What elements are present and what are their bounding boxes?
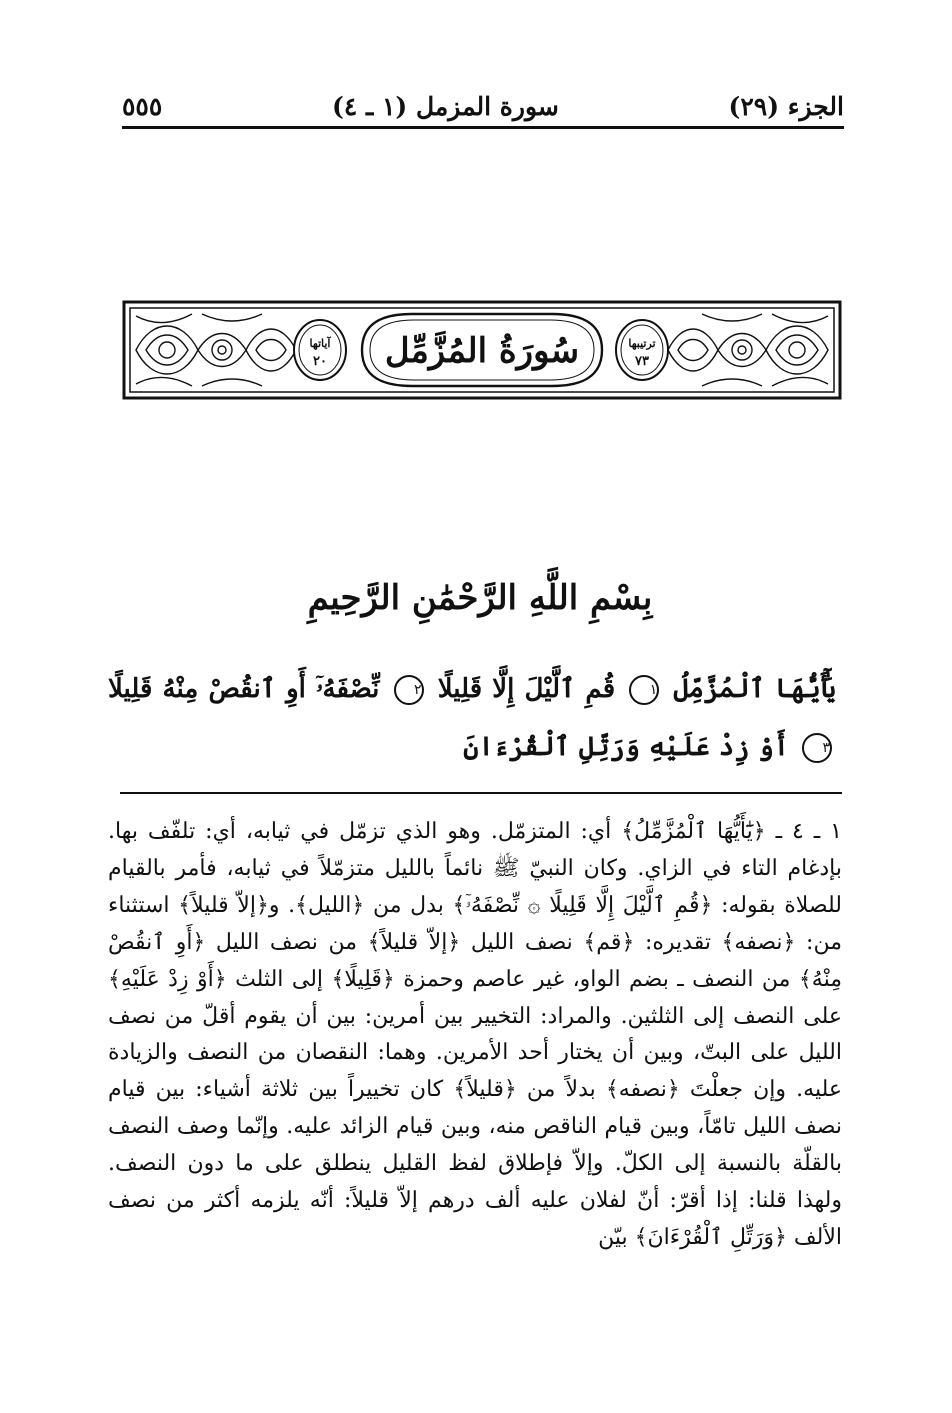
surah-range-title: سورة المزمل (١ ـ ٤) <box>331 91 559 121</box>
commentary-paragraph: ١ ـ ٤ ـ ﴿يَٰٓأَيُّهَا ٱلْمُزَّمِّلُ﴾ أي: المتزمّل. وهو الذي تزمّل في ثيابه، أي: تلفّف بها. بإدغام التاء في الزاي. وكان النبيّ ﷺ نائماً بالليل متزمّلاً في ثيابه، فأمر بالقيام للصلاة بقوله: ﴿قُمِ ٱلَّيْلَ إِلَّا قَلِيلًا ۞ نِّصْفَهُۥٓ﴾ بدل من ﴿الليل﴾. و﴿إلاّ قليلاً﴾ استثناء من: ﴿نصفه﴾ تقديره: ﴿قم﴾ نصف الليل ﴿إلاّ قليلاً﴾ من نصف الليل ﴿أَوِ ٱنقُصْ مِنْهُ﴾ من النصف ـ بضم الواو، غير عاصم وحمزة ﴿قَلِيلًا﴾ إلى الثلث ﴿أَوْ زِدْ عَلَيْهِ﴾ على النصف إلى الثلثين. والمراد: التخيير بين أمرين: بين أن يقوم أقلّ من نصف الليل على البتّ، وبين أن يختار أحد الأمرين. وهما: النقصان من النصف والزيادة عليه. وإن جعلْتَ ﴿نصفه﴾ بدلاً من ﴿قليلاً﴾ كان تخييراً بين ثلاثة أشياء: بين قيام نصف الليل تامّاً، وبين قيام الناقص منه، وبين قيام الزائد عليه. وإنّما وصف النصف بالقلّة بالنسبة إلى الكلّ. وإلاّ فإطلاق لفظ القليل ينطلق على ما دون النصف. ولهذا قلنا: إذا أقرّ: أنّ لفلان عليه ألف درهم إلاّ قليلاً: أنّه يلزمه أكثر من نصف الألف ﴿وَرَتِّلِ ٱلْقُرْءَانَ﴾ بيّن <box>108 819 842 1250</box>
ayat-medallion <box>294 320 346 380</box>
ayat-label: آياتها <box>309 337 331 350</box>
verse-4: أَوْ زِدْ عَلَيْهِ وَرَتِّلِ ٱلْقُرْءَانَ <box>463 732 789 762</box>
verse-3: نِّصْفَهُۥٓ أَوِ ٱنقُصْ مِنْهُ قَلِيلًا <box>108 674 380 704</box>
surah-banner <box>122 300 842 400</box>
verse-2: قُمِ ٱلَّيْلَ إِلَّا قَلِيلًا <box>437 674 616 704</box>
surah-title: سُورَةُ المُزَّمِّل <box>384 331 580 371</box>
basmala: بِسْمِ اللَّهِ الرَّحْمَٰنِ الرَّحِيمِ <box>307 578 653 618</box>
order-value: ٧٣ <box>635 354 649 369</box>
ayat-value: ٢٠ <box>313 354 327 369</box>
header-rule <box>122 126 844 129</box>
quran-verses <box>108 660 836 776</box>
order-medallion <box>616 320 668 380</box>
running-header <box>122 84 844 128</box>
verses-rule <box>120 792 842 794</box>
order-label: ترتيبها <box>628 337 656 350</box>
page-number: ٥٥٥ <box>122 91 163 121</box>
verse-number-2: ٢ <box>394 675 424 705</box>
juz-label: الجزء (٢٩) <box>728 91 844 121</box>
right-arabesque-icon <box>668 314 828 386</box>
verse-number-3: ٣ <box>802 733 832 763</box>
verse-1: يَٰٓأَيُّهَا ٱلْمُزَّمِّلُ <box>673 674 836 704</box>
verse-number-1: ١ <box>629 675 659 705</box>
left-arabesque-icon <box>136 314 296 386</box>
banner-ornament-frame <box>122 300 842 400</box>
tafsir-commentary <box>108 814 842 1257</box>
